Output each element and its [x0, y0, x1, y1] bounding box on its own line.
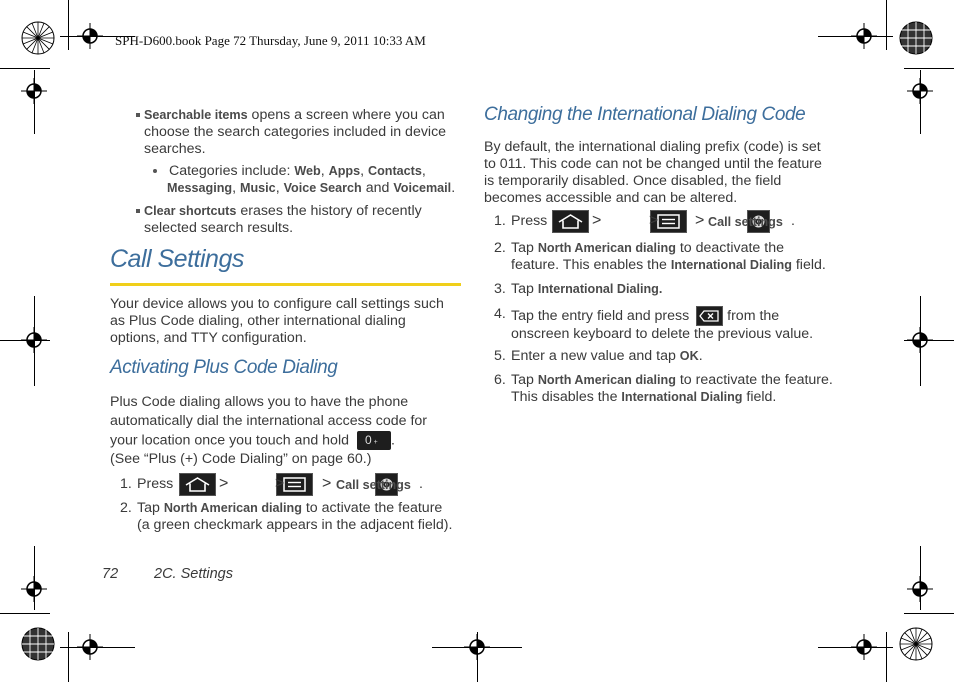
intro-paragraph: By default, the international dialing prefix (code) is set to 011. This code can not be changed until the feature is temporarily disabled. Once disabled, the field becomes accessible and can be altered.	[484, 139, 822, 206]
print-header: SPH-D600.book Page 72 Thursday, June 9, 2011 10:33 AM	[115, 33, 426, 48]
square-bullet-icon	[136, 209, 140, 213]
page-number: 72	[102, 566, 119, 582]
title-underline	[110, 283, 461, 286]
registration-starburst-icon	[899, 627, 933, 661]
round-bullet-icon	[153, 169, 157, 173]
subsection-title: Changing the International Dialing Code	[484, 104, 806, 125]
section-title: Call Settings	[110, 245, 244, 273]
intro-paragraph: Your device allows you to configure call settings such as Plus Code dialing, other international dialing options, and TTY configuration.	[110, 296, 444, 346]
subsection-title: Activating Plus Code Dialing	[110, 357, 338, 378]
footer-section: 2C. Settings	[154, 566, 233, 582]
bullet-clear-shortcuts: Clear shortcuts erases the history of recently selected search results.	[136, 203, 466, 237]
delete-key-icon	[696, 306, 723, 326]
right-step-1: 1. Press > > > Call settings .	[494, 210, 844, 234]
zero-plus-key-icon: 0 +	[357, 431, 391, 450]
registration-starburst-icon	[21, 627, 55, 661]
registration-starburst-icon	[899, 21, 933, 55]
home-key-icon	[179, 473, 216, 496]
bold-term: Searchable items	[144, 108, 248, 122]
home-key-icon	[552, 210, 589, 233]
plus-code-paragraph: Plus Code dialing allows you to have the phone automatically dial the international access code for your location once you touch and hold 0 + . (See “Plus (+) Code Dialing” on page 60.)	[110, 394, 428, 468]
left-step-1: 1. Press > > > Call settings .	[120, 473, 470, 497]
bullet-searchable-items: Searchable items opens a screen where you can choose the search categories included in device searches.	[136, 107, 466, 158]
registration-starburst-icon	[21, 21, 55, 55]
square-bullet-icon	[136, 113, 140, 117]
sub-bullet-categories: Categories include: Web, Apps, Contacts, Messaging, Music, Voice Search and Voicemail.	[153, 163, 473, 197]
